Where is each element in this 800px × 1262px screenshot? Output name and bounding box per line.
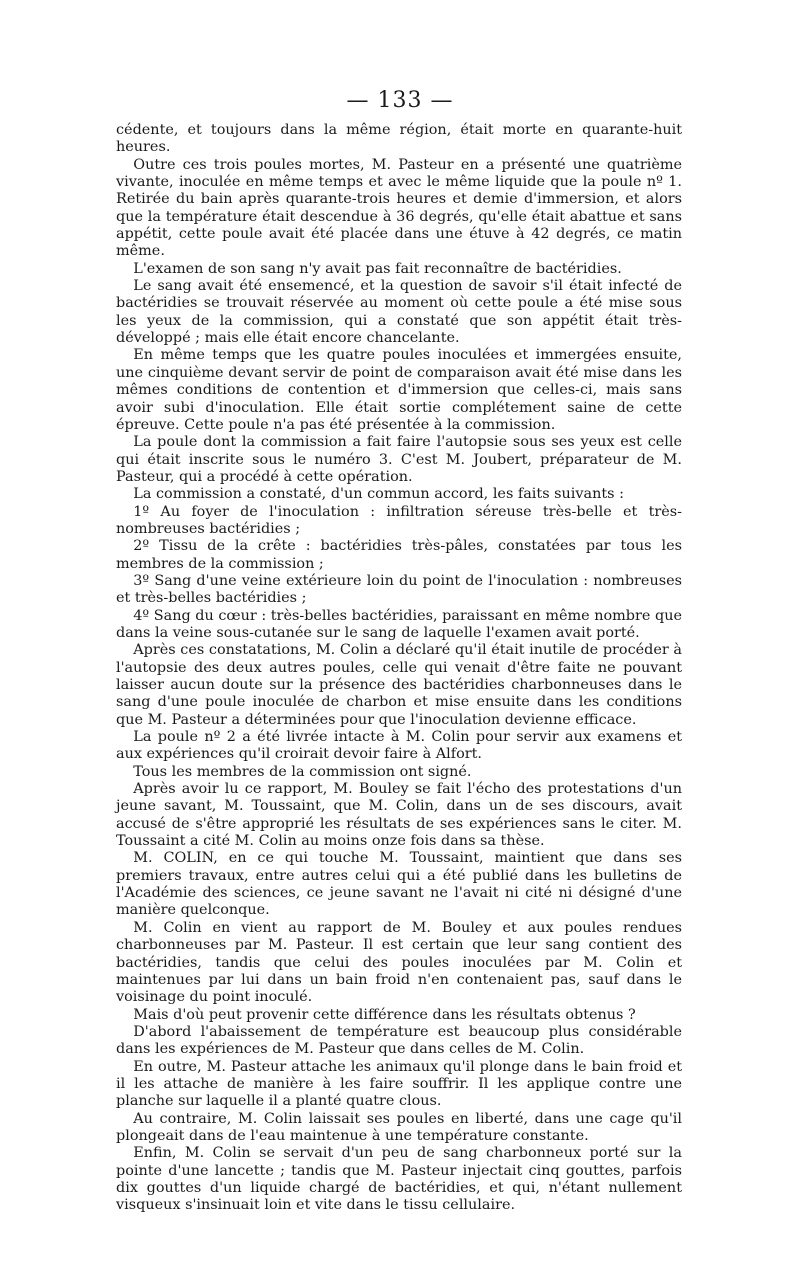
paragraph: Tous les membres de la commission ont signé. bbox=[133, 763, 472, 780]
paragraph: En outre, M. Pasteur attache les animaux qu'il plonge dans le bain froid et il les attache de manière à les faire souffrir. Il les applique contre une planche sur laquelle il a planté quatre clous. bbox=[116, 1058, 682, 1110]
list-item: 4º Sang du cœur : très-belles bactéridies, paraissant en même nombre que dans la veine sous-cutanée sur le sang de laquelle l'examen avait porté. bbox=[116, 607, 682, 641]
paragraph: La poule dont la commission a fait faire l'autopsie sous ses yeux est celle qui était inscrite sous le numéro 3. C'est M. Joubert, préparateur de M. Pasteur, qui a procédé à cette opération. bbox=[116, 434, 682, 485]
paragraph: D'abord l'abaissement de température est beaucoup plus considérable dans les expériences de M. Pasteur que dans celles de M. Colin. bbox=[116, 1023, 682, 1058]
list-item: 2º Tissu de la crête : bactéridies très-pâles, constatées par tous les membres de la commission ; bbox=[116, 538, 682, 572]
paragraph: La poule nº 2 a été livrée intacte à M. Colin pour servir aux examens et aux expériences qu'il croirait devoir faire à Alfort. bbox=[116, 729, 682, 763]
page-number: — 133 — bbox=[346, 88, 454, 113]
paragraph: cédente, et toujours dans la même région, était morte en quarante-huit heures. bbox=[116, 122, 682, 156]
paragraph: Après avoir lu ce rapport, M. Bouley se fait l'écho des protestations d'un jeune savant, M. Toussaint, que M. Colin, dans un de ses discours, avait accusé de s'être approprié les résultats de ses expériences sans le citer. M. Toussaint a cité M. Colin au moins onze fois dans sa thèse. bbox=[116, 781, 682, 850]
body-text bbox=[116, 122, 682, 1215]
paragraph: Le sang avait été ensemencé, et la question de savoir s'il était infecté de bactéridies se trouvait réservée au moment où cette poule a été mise sous les yeux de la commission, qui a constaté que son appétit était très-développé ; mais elle était encore chancelante. bbox=[116, 278, 682, 347]
paragraph: Au contraire, M. Colin laissait ses poules en liberté, dans une cage qu'il plongeait dans de l'eau maintenue à une température constante. bbox=[116, 1110, 682, 1144]
list-item: 3º Sang d'une veine extérieure loin du point de l'inoculation : nombreuses et très-belles bactéridies ; bbox=[116, 572, 682, 607]
list-item: 1º Au foyer de l'inoculation : infiltration séreuse très-belle et très-nombreuses bactéridies ; bbox=[116, 503, 682, 537]
paragraph: La commission a constaté, d'un commun accord, les faits suivants : bbox=[133, 486, 624, 503]
paragraph: Après ces constatations, M. Colin a déclaré qu'il était inutile de procéder à l'autopsie des deux autres poules, celle qui venait d'être faite ne pouvant laisser aucun doute sur la présence des bactéridies charbonneuses dans le sang d'une poule inoculée de charbon et mise ensuite dans les conditions que M. Pasteur a déterminées pour que l'inoculation devienne efficace. bbox=[116, 642, 682, 728]
paragraph: Outre ces trois poules mortes, M. Pasteur en a présenté une quatrième vivante, inoculée en même temps et avec le même liquide que la poule nº 1. Retirée du bain après quarante-trois heures et demie d'immersion, et alors que la température était descendue à 36 degrés, qu'elle était abattue et sans appétit, cette poule avait été placée dans une étuve à 42 degrés, ce matin même. bbox=[116, 156, 682, 260]
paragraph: M. COLIN, en ce qui touche M. Toussaint, maintient que dans ses premiers travaux, entre autres celui qui a été publié dans les bulletins de l'Académie des sciences, ce jeune savant ne l'avait ni cité ni désigné d'une manière quelconque. bbox=[116, 850, 682, 919]
paragraph: L'examen de son sang n'y avait pas fait reconnaître de bactéridies. bbox=[133, 260, 622, 277]
paragraph: Mais d'où peut provenir cette différence dans les résultats obtenus ? bbox=[133, 1006, 636, 1023]
paragraph: En même temps que les quatre poules inoculées et immergées ensuite, une cinquième devant servir de point de comparaison avait été mise dans les mêmes conditions de contention et d'immersion que celles-ci, mais sans avoir subi d'inoculation. Elle était sortie complétement saine de cette épreuve. Cette poule n'a pas été présentée à la commission. bbox=[116, 347, 682, 433]
paragraph: Enfin, M. Colin se servait d'un peu de sang charbonneux porté sur la pointe d'une lancette ; tandis que M. Pasteur injectait cinq gouttes, parfois dix gouttes d'un liquide chargé de bactéridies, et qui, n'étant nullement visqueux s'insinuait loin et vite dans le tissu cellulaire. bbox=[116, 1145, 682, 1214]
paragraph: M. Colin en vient au rapport de M. Bouley et aux poules rendues charbonneuses par M. Pasteur. Il est certain que leur sang contient des bactéridies, tandis que celui des poules inoculées par M. Colin et maintenues par lui dans un bain froid n'en contenaient pas, sauf dans le voisinage du point inoculé. bbox=[116, 919, 682, 1006]
